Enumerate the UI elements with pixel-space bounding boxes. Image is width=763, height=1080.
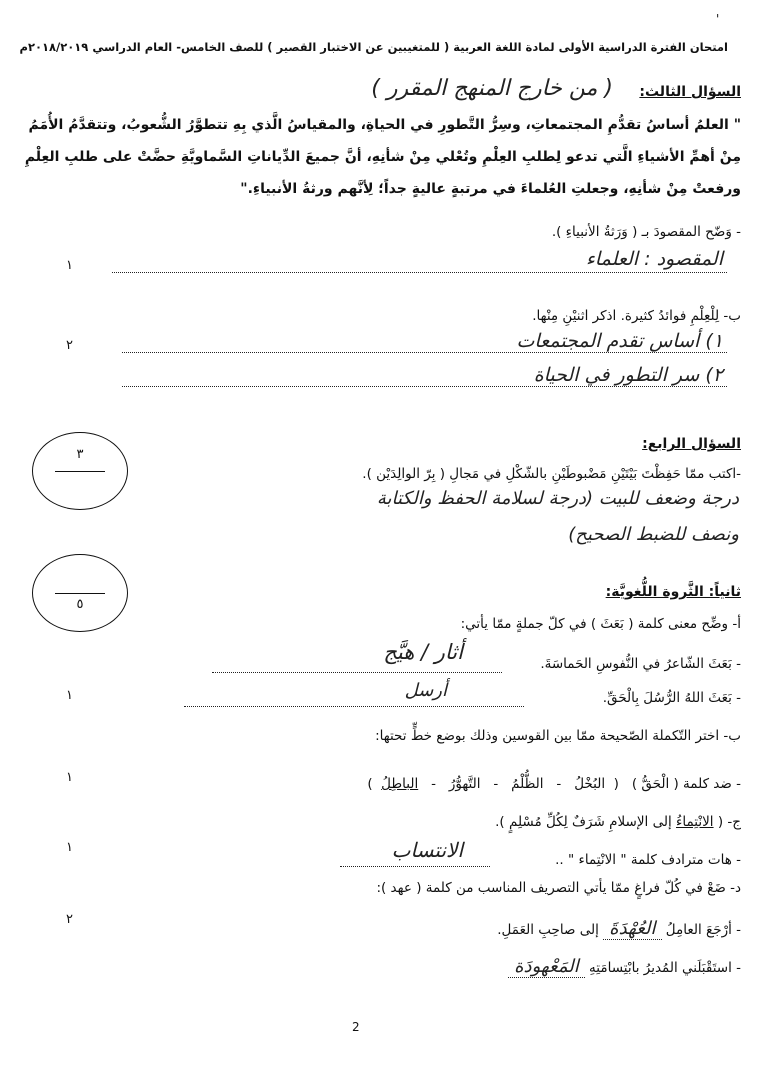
- part2-c-underlined-word: الانْتِماءُ: [676, 814, 714, 830]
- q3-b-mark: ٢: [66, 338, 73, 353]
- q3-title: السؤال الثالث:: [639, 84, 741, 100]
- part2-a1-answer-line: [212, 672, 502, 673]
- part2-b-prompt: ب- اختر التّكملة الصّحيحة ممّا بين القوسين وذلك بوضع خطٍّ تحتها:: [375, 728, 741, 744]
- q3-a-answer-line: [112, 272, 727, 273]
- q3-b-answer-line-1: [122, 352, 727, 353]
- part2-b-option: التَّهوُّرُ: [448, 776, 481, 792]
- q3-handwritten-note: ( من خارج المنهج المقرر ): [371, 76, 613, 101]
- part2-a2-answer-line: [184, 706, 524, 707]
- part2-a2-sentence: - بَعَثَ اللهُ الرُّسُلَ بِالْحَقِّ.: [602, 690, 741, 706]
- q4-score-divider: [55, 471, 105, 472]
- part2-d1-line: [497, 918, 741, 939]
- q3-a-prompt: - وَضّح المقصودَ بـ ( وَرَثةُ الأنبياءِ ).: [551, 224, 741, 240]
- part2-a1-answer: أثار / هيَّج: [383, 640, 463, 664]
- part2-d1-before: - أرْجَعَ العامِلُ: [665, 922, 741, 938]
- part2-b-prefix: - ضد كلمة ( الْحَقُّ ): [631, 776, 741, 792]
- part2-b-mark: ١: [66, 770, 73, 785]
- part2-c-answer: الانتساب: [391, 838, 463, 862]
- part2-d-mark: ٢: [66, 912, 73, 927]
- options-close-paren: ): [367, 776, 377, 792]
- part2-score-divider: [55, 593, 105, 594]
- part2-b-option: البُخْلُ: [574, 776, 606, 792]
- part2-c-sentence: [495, 814, 741, 830]
- part2-d2-line: [508, 956, 741, 977]
- part2-a1-sentence: - بَعَثَ الشّاعرُ في النُّفوسِ الحَماسَةَ.: [540, 656, 741, 672]
- part2-c-answer-line: [340, 866, 490, 867]
- q4-score-value: ٣: [76, 447, 84, 462]
- part2-c-prompt: - هات مترادف كلمة " الانْتِماء " ..: [555, 852, 741, 868]
- q4-answer-2: ونصف للضبط الصحيح): [568, 524, 739, 545]
- q3-a-mark: ١: [66, 258, 73, 273]
- q4-score-circle: [32, 432, 128, 510]
- q3-b-answer-2: ٢) سر التطور في الحياة: [533, 364, 723, 386]
- part2-d-prompt: د- ضَعْ في كُلّ فراغٍ ممّا يأتي التصريف المناسب من كلمة ( عهد ):: [376, 880, 741, 896]
- q3-passage-line-3: ورفعتْ مِنْ شأنِهِ، وجعلتِ العُلماءَ في مرتبةٍ عاليةٍ جداً؛ لِأنَّهم ورثةُ الأنبياءِ.": [240, 181, 741, 197]
- part2-score-circle: [32, 554, 128, 632]
- q4-prompt: -اكتب ممّا حَفِظْتَ بَيْتَيْنِ مَضْبوطَيْنِ بالشّكْلِ في مَجالِ ( بِرّ الوالِدَيْن ).: [362, 466, 741, 482]
- part2-d2-answer: المَعْهودَة: [508, 956, 585, 978]
- part2-a-mark: ١: [66, 688, 73, 703]
- options-separator: -: [547, 776, 570, 792]
- q3-b-prompt: ب- لِلْعِلْمِ فوائدُ كثيرة. اذكر اثنيْنِ مِنْها.: [532, 308, 741, 324]
- part2-score-value: ٥: [76, 597, 84, 612]
- q4-answer-1: درجة وضعف للبيت (درجة لسلامة الحفظ والكتابة: [376, 488, 739, 509]
- q4-title: السؤال الرابع:: [642, 436, 741, 452]
- part2-d1-answer: العُهْدَةَ: [603, 918, 661, 940]
- part2-c-rest: إلى الإسلامِ شَرَفٌ لِكُلِّ مُسْلِمٍ ).: [495, 814, 672, 830]
- q3-passage-line-1: " العلمُ أساسُ تقدُّمِ المجتمعاتِ، وسِرُّ التَّطورِ في الحياةِ، والمقياسُ الَّذي بِهِ تتطوَّرُ الشُّعوبُ، وتتقدَّمُ الأُمَمُ: [28, 117, 741, 133]
- q3-passage-line-2: مِنْ أهمِّ الأشياءِ الَّتي تدعو لِطلبِ العِلْمِ وتُعْلي مِنْ شأنِهِ، أنَّ جميعَ الدِّياناتِ السَّماويَّةِ حضَّتْ على طلبِ العِلْمِ: [24, 149, 741, 165]
- part2-title: ثانياً: الثَّروة اللُّغويَّة:: [605, 584, 741, 600]
- part2-a-prompt: أ- وضِّح معنى كلمة ( بَعَثَ ) في كلّ جملةٍ ممّا يأتي:: [460, 616, 741, 632]
- options-separator: -: [484, 776, 507, 792]
- corner-mark: ': [716, 12, 720, 26]
- exam-header-title: امتحان الفترة الدراسية الأولى لمادة اللغة العربية ( للمتغيبين عن الاختبار القصير ) للصف الخامس- العام الدراسي ٢٠١٨/٢٠١٩م: [19, 40, 728, 54]
- q3-b-answer-1: ١) أساس تقدم المجتمعات: [516, 330, 723, 352]
- q3-b-answer-line-2: [122, 386, 727, 387]
- part2-d2-before: - استَقْبَلَني المُديرُ بابْتِسامَتِهِ: [589, 960, 741, 976]
- q3-a-answer: المقصود : العلماء: [585, 248, 723, 270]
- part2-b-option: الظُّلْمُ: [511, 776, 544, 792]
- page-number: 2: [352, 1020, 360, 1034]
- part2-a2-answer: أرسل: [404, 680, 447, 701]
- part2-b-option-selected: الباطِلُ: [381, 776, 419, 792]
- part2-d1-after: إلى صاحِبِ العَمَلِ.: [497, 922, 599, 938]
- part2-c-prefix: ج- (: [717, 814, 741, 830]
- part2-b-options-line: [367, 776, 741, 792]
- part2-c-mark: ١: [66, 840, 73, 855]
- options-open-paren: (: [609, 776, 628, 792]
- options-separator: -: [422, 776, 445, 792]
